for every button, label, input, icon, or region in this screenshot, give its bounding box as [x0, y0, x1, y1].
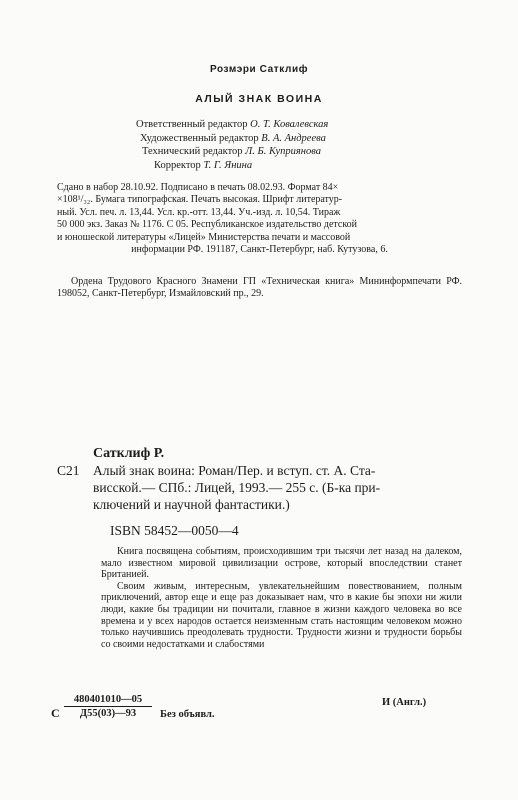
credits-block — [136, 118, 328, 172]
credit-line — [136, 159, 328, 173]
catalog-line: висской.— СПб.: Лицей, 1993.— 255 с. (Б-ка при- — [93, 480, 381, 495]
imprint-line: Сдано в набор 28.10.92. Подписано в печать 08.02.93. Формат 84× — [57, 182, 339, 193]
catalog-line: Алый знак воина: Роман/Пер. и вступ. ст. А. Ста- — [93, 463, 376, 478]
classification-fraction — [64, 694, 152, 719]
isbn: ISBN 58452—0050—4 — [110, 523, 239, 538]
catalog-author: Сатклиф Р. — [93, 446, 165, 461]
language-code: И (Англ.) — [382, 697, 427, 708]
credit-name: В. А. Андреева — [261, 132, 326, 144]
annotation — [101, 546, 462, 650]
catalog-description — [93, 462, 463, 513]
imprint-line: информации РФ. 191187, Санкт-Петербург, наб. Кутузова, 6. — [131, 244, 388, 256]
credit-role: Ответственный редактор — [136, 119, 248, 130]
catalog-line: ключений и научной фантастики.) — [93, 497, 290, 512]
credit-role: Корректор — [154, 159, 201, 171]
credit-name: Л. Б. Куприянова — [245, 146, 321, 158]
imprint-line: 50 000 экз. Заказ № 1176. С 05. Республиканское издательство детской — [57, 219, 358, 231]
book-title: АЛЫЙ ЗНАК ВОИНА — [195, 93, 323, 105]
fraction-denominator: Д55(03)—93 — [79, 708, 137, 719]
credit-role: Художественный редактор — [140, 132, 259, 144]
credit-name: Т. Г. Янина — [203, 159, 253, 171]
printer-info: Ордена Трудового Красного Знамени ГП «Техническая книга» Мининформпечати РФ. 198052, Санкт-Петербург, Измайловский пр., 29. — [57, 276, 462, 300]
catalog-index: С21 — [57, 463, 80, 478]
credit-line — [136, 145, 328, 159]
imprint-line: ×108¹/₃₂. Бумага типографская. Печать высокая. Шрифт литератур- — [57, 194, 343, 206]
book-author: Розмэри Сатклиф — [209, 64, 309, 75]
annotation-paragraph: Своим живым, интересным, увлекательнейшим повествованием, полным приключений, автор еще и еще раз доказывает нам, что в какие бы эпохи ни жили люди, какие бы традиции ни почитали, главное в жизни каждого человека во все времена и у всех народов остается неизменным стать настоящим человеком можно только научившись преодолевать трудности. Трудности жизни и трудности борьбы со своими недостатками и слабостями — [101, 580, 462, 650]
code-letter: С — [51, 706, 60, 720]
imprint-line: и юношеской литературы «Лицей» Министерства печати и массовой — [57, 231, 351, 243]
fraction-numerator: 480401010—05 — [64, 694, 152, 707]
no-announcement: Без объявл. — [160, 709, 215, 720]
credit-line — [136, 132, 328, 146]
credit-role: Технический редактор — [142, 146, 243, 158]
credit-line — [136, 118, 328, 132]
annotation-paragraph: Книга посвящена событиям, происходившим три тысячи лет назад на далеком, мало известном мировой цивилизации острове, который впоследствии станет Британией. — [101, 546, 462, 581]
credit-name: О. Т. Ковалевская — [250, 119, 329, 130]
imprint-block — [57, 182, 462, 256]
imprint-line: ный. Усл. печ. л. 13,44. Усл. кр.-отт. 13,44. Уч.-изд. л. 10,54. Тираж — [57, 206, 341, 218]
